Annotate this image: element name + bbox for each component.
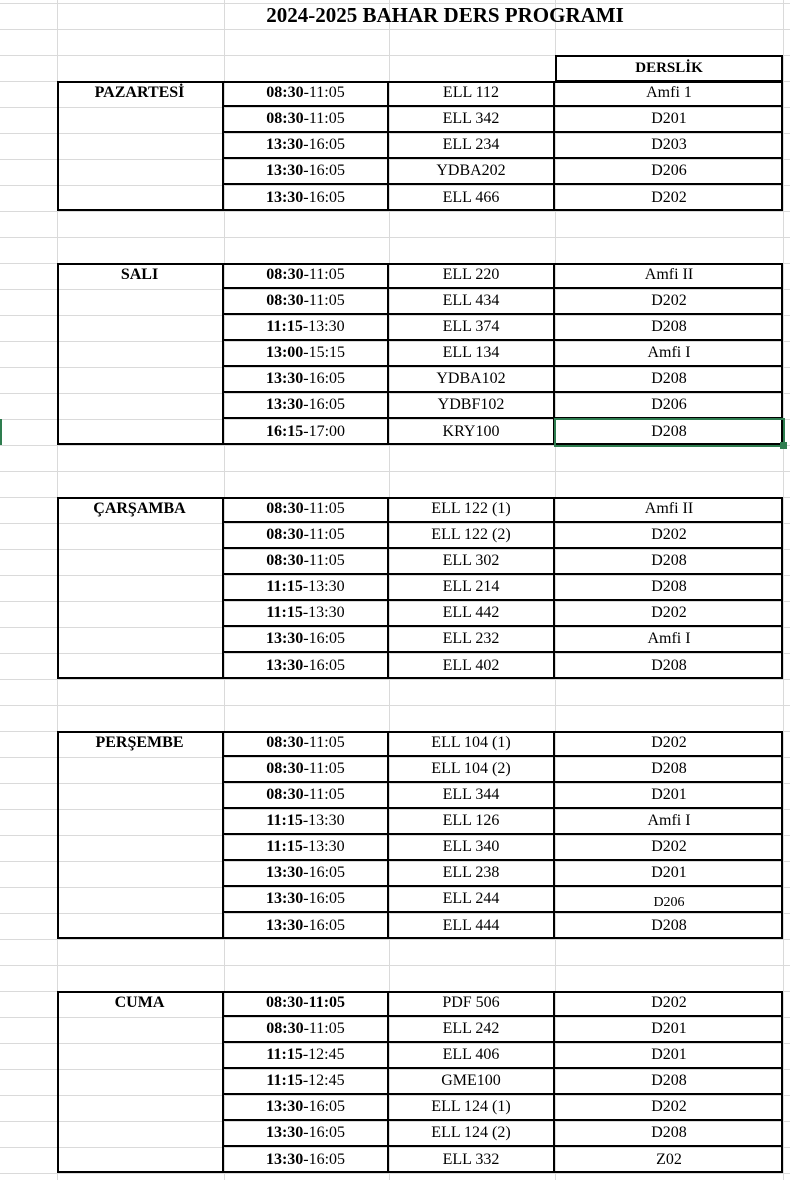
time-end: -11:05	[303, 292, 345, 309]
time-start: 08:30	[266, 500, 304, 517]
time-start: 13:30	[265, 1098, 304, 1115]
time-cell[interactable]	[224, 991, 389, 1017]
time-start: 11:15	[266, 838, 303, 855]
day-label[interactable]: SALI	[57, 263, 224, 445]
fill-handle[interactable]	[780, 442, 787, 449]
room-cell[interactable]: D202	[555, 835, 783, 861]
time-start: 08:30	[266, 734, 304, 751]
time-cell[interactable]	[224, 393, 389, 419]
time-cell[interactable]	[224, 497, 389, 523]
room-cell[interactable]: D203	[555, 133, 783, 159]
course-cell[interactable]: ELL 214	[389, 575, 555, 601]
time-end: -16:05	[303, 1124, 346, 1141]
time-end: -11:05	[303, 526, 345, 543]
time-cell[interactable]	[224, 575, 389, 601]
day-label[interactable]: ÇARŞAMBA	[57, 497, 224, 679]
time-end: -16:05	[303, 890, 346, 907]
gridline-horizontal	[0, 471, 790, 472]
gridline-horizontal	[0, 211, 790, 212]
time-start: 08:30	[266, 760, 304, 777]
gridline-horizontal	[0, 965, 790, 966]
time-cell[interactable]	[224, 549, 389, 575]
page-title: 2024-2025 BAHAR DERS PROGRAMI	[266, 3, 624, 27]
room-cell[interactable]: D202	[555, 601, 783, 627]
gridline-horizontal	[0, 939, 790, 940]
time-cell[interactable]	[224, 913, 389, 939]
time-end: -11:05	[303, 552, 345, 569]
time-end: -16:05	[303, 396, 346, 413]
course-cell[interactable]: ELL 402	[389, 653, 555, 679]
time-start: 08:30	[265, 994, 304, 1011]
room-cell[interactable]: Amfi II	[555, 497, 783, 523]
time-start: 11:15	[266, 318, 303, 335]
time-end: -12:45	[302, 1072, 345, 1089]
room-cell[interactable]: D208	[555, 315, 783, 341]
time-end: -16:05	[303, 162, 346, 179]
time-end: -11:05	[303, 84, 345, 101]
time-end: -11:05	[303, 500, 345, 517]
time-end: -13:30	[302, 318, 345, 335]
time-start: 13:30	[265, 890, 304, 907]
header-derslik[interactable]: DERSLİK	[555, 55, 783, 82]
room-cell[interactable]: D208	[555, 575, 783, 601]
room-cell[interactable]: D202	[555, 731, 783, 757]
time-cell[interactable]	[224, 861, 389, 887]
time-cell[interactable]	[224, 1069, 389, 1095]
course-cell[interactable]: ELL 342	[389, 107, 555, 133]
time-end: -16:05	[303, 1151, 346, 1168]
room-cell[interactable]: Amfi I	[555, 627, 783, 653]
room-cell[interactable]: D202	[555, 523, 783, 549]
time-cell[interactable]	[224, 263, 389, 289]
course-cell[interactable]: ELL 406	[389, 1043, 555, 1069]
time-cell[interactable]	[224, 81, 389, 107]
time-cell[interactable]	[224, 627, 389, 653]
time-end: -11:05	[303, 994, 346, 1011]
course-cell[interactable]: ELL 302	[389, 549, 555, 575]
room-cell[interactable]: Amfi 1	[555, 81, 783, 107]
gridline-horizontal	[0, 679, 790, 680]
time-start: 11:15	[266, 578, 303, 595]
course-cell[interactable]: ELL 340	[389, 835, 555, 861]
course-cell[interactable]: ELL 104 (2)	[389, 757, 555, 783]
course-cell[interactable]: KRY100	[389, 419, 555, 445]
time-end: -16:05	[303, 917, 346, 934]
time-end: -13:30	[302, 838, 345, 855]
time-start: 08:30	[266, 552, 304, 569]
gridline-horizontal	[0, 705, 790, 706]
course-cell[interactable]: ELL 238	[389, 861, 555, 887]
course-cell[interactable]: ELL 104 (1)	[389, 731, 555, 757]
time-start: 13:30	[265, 189, 304, 206]
room-cell[interactable]: D208	[555, 1121, 783, 1147]
time-cell[interactable]	[224, 133, 389, 159]
time-cell[interactable]	[224, 1147, 389, 1173]
time-end: -16:05	[303, 136, 346, 153]
room-cell[interactable]: D201	[555, 1043, 783, 1069]
time-end: -11:05	[303, 760, 345, 777]
time-start: 11:15	[266, 604, 303, 621]
time-end: -16:05	[303, 657, 346, 674]
course-cell[interactable]: YDBF102	[389, 393, 555, 419]
time-start: 16:15	[265, 423, 304, 440]
time-cell[interactable]	[224, 1121, 389, 1147]
course-cell[interactable]: ELL 122 (1)	[389, 497, 555, 523]
time-cell[interactable]	[224, 731, 389, 757]
time-start: 08:30	[266, 110, 304, 127]
room-cell[interactable]: D206	[555, 393, 783, 419]
room-cell[interactable]: D201	[555, 861, 783, 887]
course-cell[interactable]: ELL 442	[389, 601, 555, 627]
time-end: -16:05	[303, 189, 346, 206]
time-cell[interactable]	[224, 887, 389, 913]
course-cell[interactable]: ELL 124 (1)	[389, 1095, 555, 1121]
course-cell[interactable]: ELL 242	[389, 1017, 555, 1043]
day-label[interactable]: CUMA	[57, 991, 224, 1173]
time-start: 13:30	[265, 136, 304, 153]
time-start: 08:30	[266, 526, 304, 543]
course-cell[interactable]: ELL 374	[389, 315, 555, 341]
time-end: -11:05	[303, 1020, 345, 1037]
time-cell[interactable]	[224, 783, 389, 809]
time-start: 13:30	[265, 1151, 304, 1168]
room-cell[interactable]: D208	[651, 657, 687, 674]
course-cell[interactable]: YDBA202	[389, 159, 555, 185]
room-cell[interactable]: D208	[555, 1069, 783, 1095]
room-cell[interactable]: D202	[555, 991, 783, 1017]
room-cell[interactable]: D201	[555, 107, 783, 133]
selected-cell-outline	[554, 418, 785, 447]
time-cell[interactable]	[224, 653, 389, 679]
room-cell[interactable]: Amfi I	[555, 341, 783, 367]
time-start: 13:30	[265, 162, 304, 179]
time-cell[interactable]	[224, 107, 389, 133]
time-cell[interactable]	[224, 757, 389, 783]
course-cell[interactable]: ELL 124 (2)	[389, 1121, 555, 1147]
time-cell[interactable]	[224, 159, 389, 185]
room-cell[interactable]: D208	[651, 917, 687, 934]
room-cell[interactable]: D201	[555, 783, 783, 809]
time-start: 08:30	[266, 786, 304, 803]
time-end: -16:05	[303, 370, 346, 387]
time-end: -13:30	[302, 578, 345, 595]
time-cell[interactable]	[224, 809, 389, 835]
time-start: 13:30	[265, 396, 304, 413]
time-start: 11:15	[266, 1046, 303, 1063]
course-cell[interactable]: ELL 112	[389, 81, 555, 107]
course-cell[interactable]: ELL 122 (2)	[389, 523, 555, 549]
room-cell[interactable]: D206	[555, 159, 783, 185]
time-end: -13:30	[302, 812, 345, 829]
gridline-horizontal	[0, 1173, 790, 1174]
course-cell[interactable]: ELL 232	[389, 627, 555, 653]
day-label[interactable]: PERŞEMBE	[57, 731, 224, 939]
time-start: 13:30	[265, 370, 304, 387]
time-cell[interactable]	[224, 185, 389, 211]
time-cell[interactable]	[224, 1043, 389, 1069]
time-cell[interactable]	[224, 601, 389, 627]
time-start: 13:30	[265, 630, 304, 647]
course-cell[interactable]: ELL 234	[389, 133, 555, 159]
time-end: -16:05	[303, 864, 346, 881]
time-cell[interactable]	[224, 1095, 389, 1121]
room-cell[interactable]: Amfi I	[555, 809, 783, 835]
time-cell[interactable]	[224, 289, 389, 315]
time-cell[interactable]	[224, 835, 389, 861]
time-end: -13:30	[302, 604, 345, 621]
time-start: 08:30	[266, 292, 304, 309]
time-end: -15:15	[303, 344, 346, 361]
room-cell[interactable]: D202	[555, 1095, 783, 1121]
time-start: 13:30	[265, 864, 304, 881]
course-cell[interactable]: ELL 126	[389, 809, 555, 835]
time-cell[interactable]	[224, 523, 389, 549]
time-start: 11:15	[266, 1072, 303, 1089]
room-cell[interactable]: D202	[651, 189, 687, 206]
course-cell[interactable]: ELL 344	[389, 783, 555, 809]
room-cell[interactable]: Z02	[656, 1151, 682, 1168]
time-start: 13:30	[265, 1124, 304, 1141]
time-end: -11:05	[303, 266, 345, 283]
time-start: 11:15	[266, 812, 303, 829]
time-start: 08:30	[266, 84, 304, 101]
course-cell[interactable]: ELL 466	[389, 185, 555, 211]
room-cell[interactable]: D208	[555, 367, 783, 393]
room-cell[interactable]: D208	[555, 757, 783, 783]
room-cell[interactable]: D208	[651, 423, 687, 440]
time-end: -16:05	[303, 630, 346, 647]
gridline-horizontal	[0, 29, 790, 30]
row-selection-marker	[0, 419, 2, 445]
time-end: -11:05	[303, 110, 345, 127]
time-end: -16:05	[303, 1098, 346, 1115]
time-cell[interactable]	[224, 341, 389, 367]
room-cell[interactable]: D202	[555, 289, 783, 315]
room-cell[interactable]: D201	[555, 1017, 783, 1043]
course-cell[interactable]: ELL 134	[389, 341, 555, 367]
time-start: 13:30	[265, 917, 304, 934]
room-cell[interactable]: D206	[555, 887, 783, 913]
time-start: 08:30	[266, 1020, 304, 1037]
course-cell[interactable]: ELL 444	[389, 913, 555, 939]
room-cell[interactable]: D208	[555, 549, 783, 575]
course-cell[interactable]: YDBA102	[389, 367, 555, 393]
course-cell[interactable]: ELL 244	[389, 887, 555, 913]
time-end: -11:05	[303, 734, 345, 751]
course-cell[interactable]: PDF 506	[389, 991, 555, 1017]
time-end: -17:00	[303, 423, 346, 440]
time-cell[interactable]	[224, 367, 389, 393]
gridline-horizontal	[0, 237, 790, 238]
time-cell[interactable]	[224, 315, 389, 341]
course-cell[interactable]: GME100	[389, 1069, 555, 1095]
course-cell[interactable]: ELL 434	[389, 289, 555, 315]
time-cell[interactable]	[224, 1017, 389, 1043]
gridline-vertical	[783, 0, 784, 1180]
course-cell[interactable]: ELL 332	[389, 1147, 555, 1173]
day-label[interactable]: PAZARTESİ	[57, 81, 224, 211]
time-end: -11:05	[303, 786, 345, 803]
time-start: 13:30	[265, 657, 304, 674]
time-start: 13:00	[265, 344, 304, 361]
time-start: 08:30	[266, 266, 304, 283]
room-cell[interactable]: Amfi II	[555, 263, 783, 289]
time-cell[interactable]	[224, 419, 389, 445]
time-end: -12:45	[302, 1046, 345, 1063]
course-cell[interactable]: ELL 220	[389, 263, 555, 289]
